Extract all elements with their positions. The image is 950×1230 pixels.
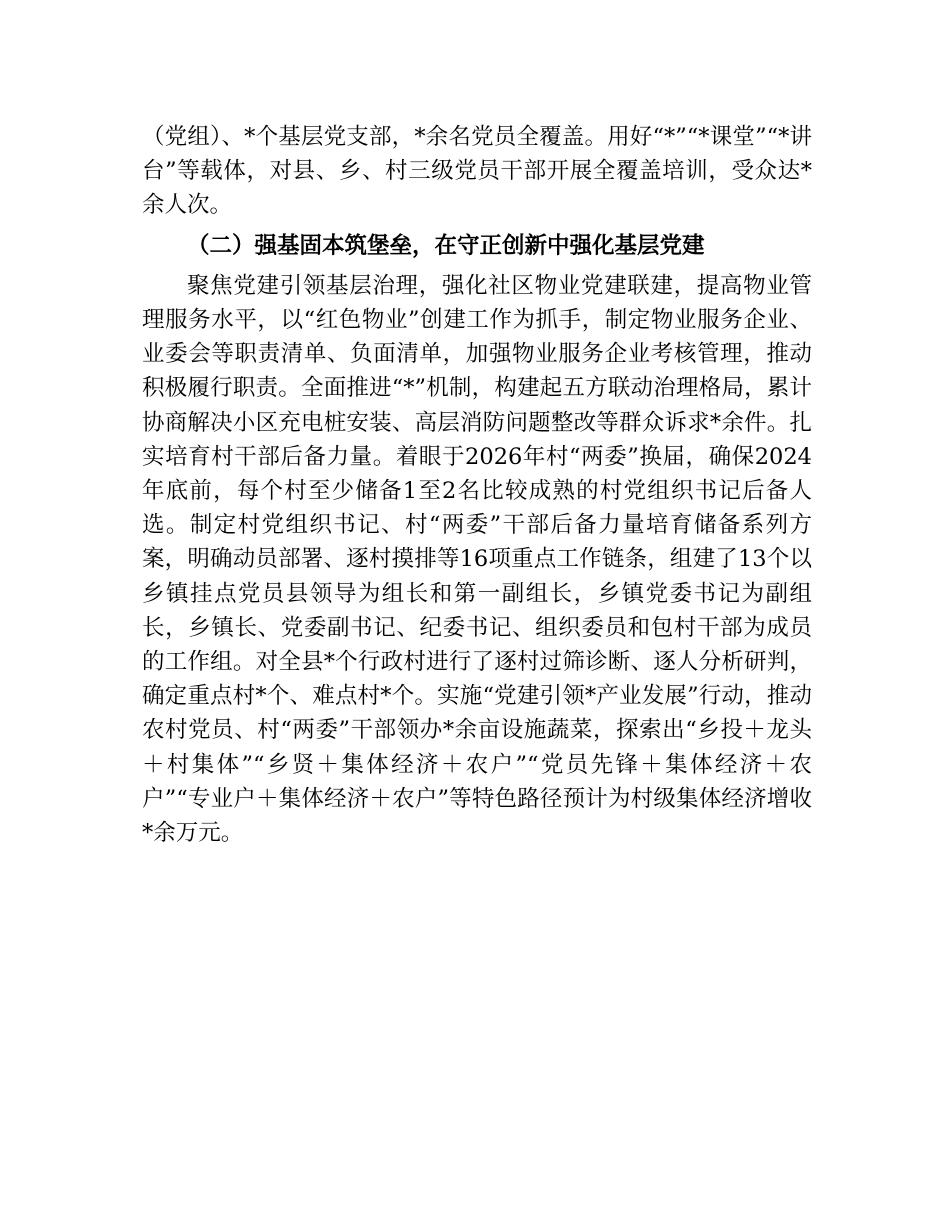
section-heading: （二）强基固本筑堡垒，在守正创新中强化基层党建 xyxy=(187,232,705,259)
body-paragraph-1: （党组）、*个基层党支部，*余名党员全覆盖。用好“*”“*课堂”“*讲台”等载体，对县、乡、村三级党员干部开展全覆盖培训，受众达*余人次。 xyxy=(142,124,812,219)
body-paragraph-2: 聚焦党建引领基层治理，强化社区物业党建联建，提高物业管理服务水平，以“红色物业”创建工作为抓手，制定物业服务企业、业委会等职责清单、负面清单，加强物业服务企业考核管理，推动积极履行职责。全面推进“*”机制，构建起五方联动治理格局，累计协商解决小区充电桩安装、高层消防问题整改等群众诉求*余件。扎实培育村干部后备力量。着眼于2026年村“两委”换届，确保2024年底前，每个村至少储备1至2名比较成熟的村党组织书记后备人选。制定村党组织书记、村“两委”干部后备力量培育储备系列方案，明确动员部署、逐村摸排等16项重点工作链条，组建了13个以乡镇挂点党员县领导为组长和第一副组长，乡镇党委书记为副组长，乡镇长、党委副书记、纪委书记、组织委员和包村干部为成员的工作组。对全县*个行政村进行了逐村过筛诊断、逐人分析研判，确定重点村*个、难点村*个。实施“党建引领*产业发展”行动，推动农村党员、村“两委”干部领办*余亩设施蔬菜，探索出“乡投＋龙头＋村集体”“乡贤＋集体经济＋农户”“党员先锋＋集体经济＋农户”“专业户＋集体经济＋农户”等特色路径预计为村级集体经济增收*余万元。 xyxy=(142,272,812,847)
document-page xyxy=(142,120,812,850)
